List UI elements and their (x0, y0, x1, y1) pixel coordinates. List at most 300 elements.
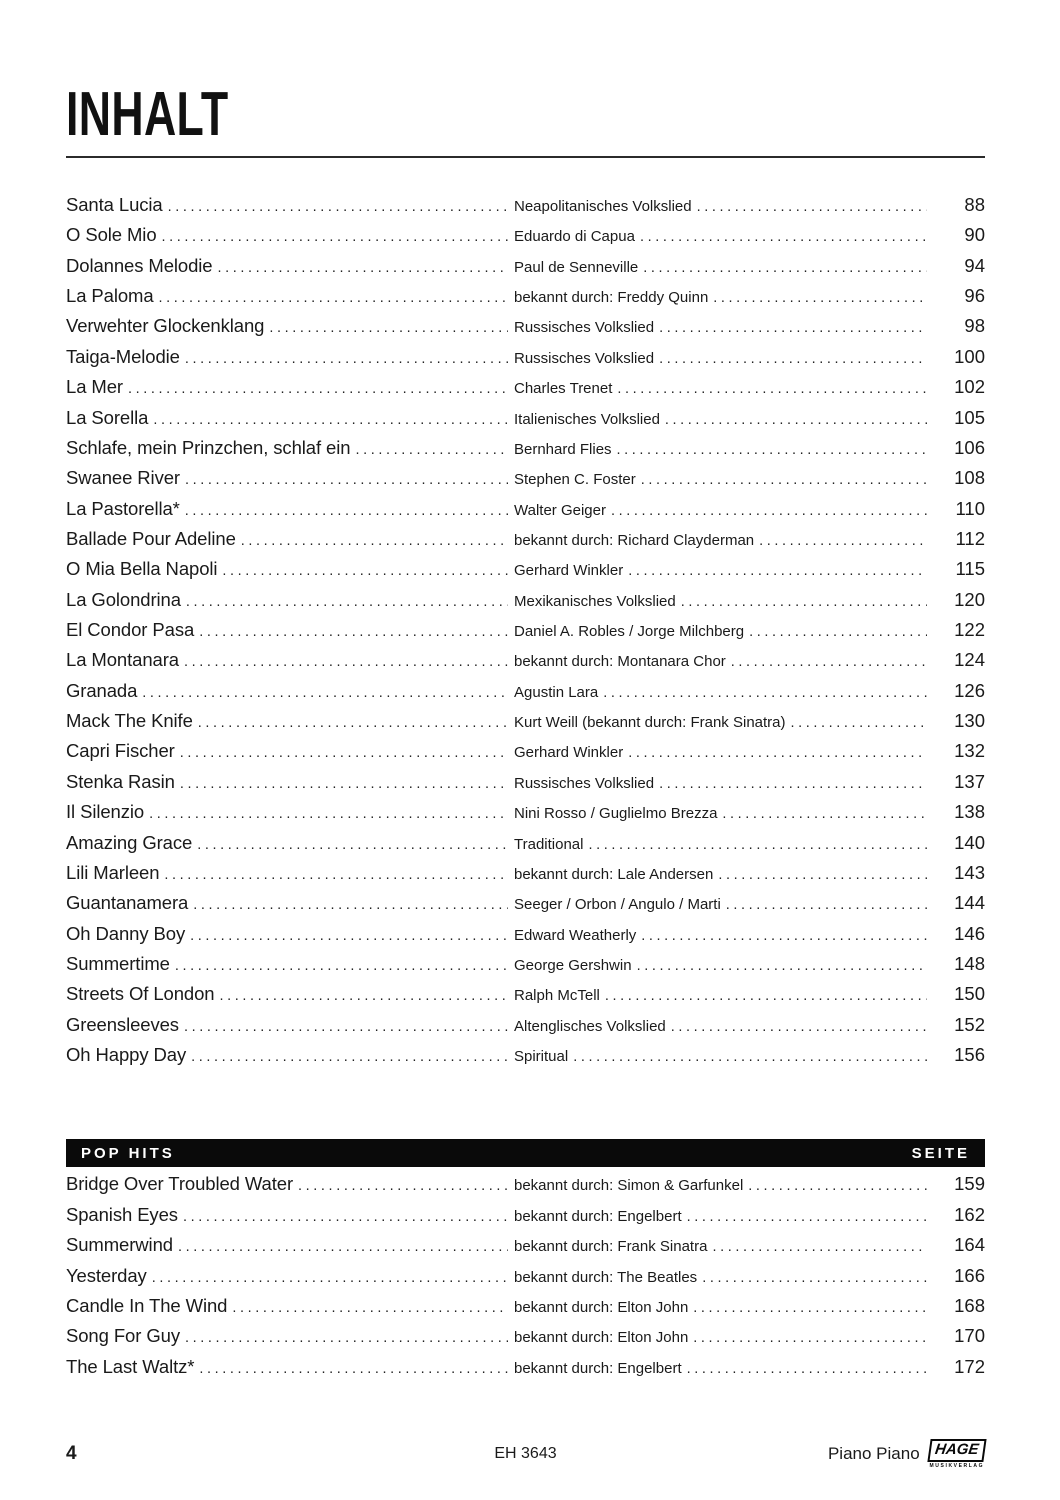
page-ref: 110 (955, 497, 985, 519)
page-ref: 88 (964, 194, 985, 215)
title-cell (66, 983, 514, 1005)
toc-row (66, 771, 985, 801)
dot-leader (355, 442, 508, 458)
dot-leader (603, 685, 927, 701)
dot-leader (149, 806, 508, 822)
song-title: Santa Lucia (66, 194, 163, 215)
title-cell (66, 285, 514, 307)
composer-cell (514, 562, 933, 579)
dot-leader (641, 928, 927, 944)
dot-leader (671, 1019, 927, 1035)
page-ref: 100 (954, 345, 985, 367)
page-ref: 143 (954, 861, 985, 883)
dot-leader (199, 1361, 508, 1377)
title-cell (66, 437, 514, 459)
dot-leader (637, 958, 927, 974)
toc-row (66, 437, 985, 467)
page-ref: 105 (954, 406, 985, 428)
title-cell (66, 619, 514, 641)
composer-credit: bekannt durch: The Beatles (514, 1268, 698, 1286)
composer-cell (514, 836, 933, 853)
toc-row (66, 619, 985, 649)
dot-leader (628, 563, 927, 579)
composer-cell (514, 987, 933, 1004)
composer-credit: Traditional (514, 835, 584, 853)
composer-credit: Nini Rosso / Guglielmo Brezza (514, 805, 718, 823)
title-cell (66, 315, 514, 337)
dot-leader (152, 1270, 508, 1286)
composer-credit: bekannt durch: Engelbert (514, 1207, 682, 1225)
brand-name: Piano Piano (827, 1444, 920, 1463)
dot-leader (722, 806, 927, 822)
dot-leader (628, 745, 927, 761)
composer-cell (514, 714, 933, 731)
composer-credit: Russisches Volkslied (514, 774, 655, 792)
page-ref: 144 (954, 892, 985, 914)
composer-cell (514, 1360, 933, 1377)
title-cell (66, 1234, 514, 1256)
composer-credit: Italienisches Volkslied (514, 410, 660, 428)
composer-cell (514, 653, 933, 670)
composer-cell (514, 1269, 933, 1286)
composer-credit: George Gershwin (514, 956, 632, 974)
dot-leader (178, 1239, 508, 1255)
composer-cell (514, 623, 933, 640)
title-cell (66, 224, 514, 246)
toc-row (66, 558, 985, 588)
page-ref: 115 (955, 558, 985, 580)
dot-leader (687, 1361, 927, 1377)
page-ref: 137 (954, 770, 985, 792)
title-cell (66, 1173, 514, 1195)
page-ref: 162 (954, 1203, 985, 1225)
dot-leader (659, 351, 927, 367)
page-footer (66, 1441, 985, 1467)
dot-leader (617, 442, 927, 458)
song-title: Taiga-Melodie (66, 345, 180, 367)
composer-cell (514, 1208, 933, 1225)
composer-credit: Kurt Weill (bekannt durch: Frank Sinatra) (514, 714, 786, 732)
composer-cell (514, 684, 933, 701)
page-ref: 170 (954, 1325, 985, 1347)
dot-leader (180, 745, 508, 761)
composer-credit: bekannt durch: Richard Clayderman (514, 531, 755, 549)
song-title: Summertime (66, 952, 170, 974)
catalog-number: EH 3643 (494, 1445, 557, 1462)
composer-credit: Gerhard Winkler (514, 562, 624, 580)
toc-row (66, 1014, 985, 1044)
composer-cell (514, 380, 933, 397)
composer-cell (514, 1238, 933, 1255)
composer-cell (514, 198, 933, 215)
composer-credit: Gerhard Winkler (514, 744, 624, 762)
title-cell (66, 923, 514, 945)
song-title: El Condor Pasa (66, 619, 195, 641)
title-cell (66, 1325, 514, 1347)
dot-leader (185, 351, 508, 367)
dot-leader (659, 320, 927, 336)
composer-credit: bekannt durch: Freddy Quinn (514, 289, 709, 307)
song-title: Swanee River (66, 467, 180, 489)
toc-row (66, 953, 985, 983)
composer-credit: bekannt durch: Simon & Garfunkel (514, 1177, 744, 1195)
dot-leader (713, 290, 927, 306)
title-cell (66, 1265, 514, 1287)
dot-leader (573, 1049, 927, 1065)
dot-leader (180, 776, 508, 792)
dot-leader (712, 1239, 927, 1255)
toc-row (66, 1173, 985, 1203)
song-title: Greensleeves (66, 1013, 179, 1035)
composer-cell (514, 805, 933, 822)
toc-row (66, 892, 985, 922)
composer-credit: bekannt durch: Elton John (514, 1298, 689, 1316)
composer-credit: bekannt durch: Frank Sinatra (514, 1238, 708, 1256)
dot-leader (185, 503, 508, 519)
song-title: Amazing Grace (66, 831, 193, 853)
song-title: Oh Happy Day (66, 1044, 187, 1066)
composer-cell (514, 259, 933, 276)
dot-leader (749, 624, 927, 640)
page-ref: 122 (954, 619, 985, 641)
song-title: Granada (66, 679, 138, 701)
composer-cell (514, 593, 933, 610)
song-title: Capri Fischer (66, 740, 175, 762)
dot-leader (191, 1049, 508, 1065)
dot-leader (128, 381, 508, 397)
toc-row (66, 194, 985, 224)
composer-cell (514, 289, 933, 306)
title-cell (66, 194, 514, 216)
dot-leader (693, 1300, 927, 1316)
composer-cell (514, 1177, 933, 1194)
dot-leader (162, 229, 508, 245)
song-title: Oh Danny Boy (66, 922, 186, 944)
dot-leader (791, 715, 927, 731)
dot-leader (198, 715, 508, 731)
composer-credit: Seeger / Orbon / Angulo / Marti (514, 896, 721, 914)
title-cell (66, 498, 514, 520)
section-title-pop-hits: POP HITS (81, 1144, 175, 1162)
dot-leader (759, 533, 927, 549)
page-ref: 146 (954, 922, 985, 944)
dot-leader (241, 533, 508, 549)
composer-cell (514, 532, 933, 549)
composer-credit: bekannt durch: Engelbert (514, 1359, 682, 1377)
dot-leader (298, 1178, 508, 1194)
dot-leader (588, 837, 927, 853)
toc-row (66, 528, 985, 558)
song-title: La Paloma (66, 285, 154, 307)
hage-logo-subtext: MUSIKVERLAG (929, 1462, 985, 1469)
composer-cell (514, 957, 933, 974)
song-title: Song For Guy (66, 1325, 180, 1347)
title-cell (66, 467, 514, 489)
song-title: Stenka Rasin (66, 770, 175, 792)
song-title: O Mia Bella Napoli (66, 558, 218, 580)
song-title: La Mer (66, 376, 123, 398)
composer-credit: Russisches Volkslied (514, 319, 655, 337)
dot-leader (665, 412, 927, 428)
page-title: INHALT (66, 80, 229, 149)
toc-row (66, 801, 985, 831)
dot-leader (232, 1300, 508, 1316)
folio-page-number: 4 (66, 1443, 77, 1464)
toc-row (66, 407, 985, 437)
dot-leader (185, 472, 508, 488)
toc-row (66, 1295, 985, 1325)
dot-leader (222, 563, 508, 579)
toc-row (66, 224, 985, 254)
song-title: Yesterday (66, 1264, 147, 1286)
dot-leader (199, 624, 508, 640)
dot-leader (186, 594, 508, 610)
dot-leader (185, 1330, 508, 1346)
page-ref: 166 (954, 1264, 985, 1286)
page-ref: 164 (954, 1234, 985, 1256)
dot-leader (218, 260, 509, 276)
page-ref: 90 (964, 224, 985, 246)
composer-credit: Daniel A. Robles / Jorge Milchberg (514, 623, 745, 641)
dot-leader (687, 1209, 927, 1225)
song-title: Ballade Pour Adeline (66, 527, 236, 549)
toc-row (66, 315, 985, 345)
song-title: Schlafe, mein Prinzchen, schlaf ein (66, 436, 351, 458)
composer-cell (514, 1299, 933, 1316)
composer-credit: bekannt durch: Elton John (514, 1329, 689, 1347)
page-ref: 112 (955, 527, 985, 549)
dot-leader (748, 1178, 927, 1194)
song-title: La Montanara (66, 649, 179, 671)
publisher-brand (828, 1439, 985, 1469)
dot-leader (183, 1209, 508, 1225)
toc-row (66, 467, 985, 497)
dot-leader (219, 988, 508, 1004)
toc-row (66, 1234, 985, 1264)
dot-leader (159, 290, 508, 306)
song-title: La Sorella (66, 406, 149, 428)
composer-credit: Walter Geiger (514, 501, 606, 519)
page-ref: 108 (954, 467, 985, 489)
title-cell (66, 680, 514, 702)
dot-leader (164, 867, 508, 883)
toc-row (66, 923, 985, 953)
title-cell (66, 710, 514, 732)
toc-row (66, 589, 985, 619)
song-title: Verwehter Glockenklang (66, 315, 265, 337)
title-cell (66, 376, 514, 398)
page-ref: 168 (954, 1294, 985, 1316)
toc-row (66, 649, 985, 679)
toc-row (66, 255, 985, 285)
toc-row (66, 285, 985, 315)
composer-credit: Edward Weatherly (514, 926, 637, 944)
toc-row (66, 1356, 985, 1386)
composer-cell (514, 319, 933, 336)
hage-logo-text: HAGE (927, 1439, 987, 1462)
composer-cell (514, 1018, 933, 1035)
title-cell (66, 771, 514, 793)
page-ref: 120 (954, 588, 985, 610)
page-ref: 130 (954, 710, 985, 732)
dot-leader (643, 260, 927, 276)
composer-credit: bekannt durch: Lale Andersen (514, 865, 714, 883)
title-cell (66, 589, 514, 611)
dot-leader (184, 1019, 508, 1035)
title-cell (66, 528, 514, 550)
title-cell (66, 892, 514, 914)
page-ref: 138 (954, 801, 985, 823)
composer-cell (514, 441, 933, 458)
composer-credit: Stephen C. Foster (514, 471, 636, 489)
composer-cell (514, 927, 933, 944)
dot-leader (269, 320, 508, 336)
title-cell (66, 1356, 514, 1378)
page-ref: 159 (954, 1173, 985, 1195)
dot-leader (702, 1270, 927, 1286)
title-cell (66, 407, 514, 429)
dot-leader (184, 654, 508, 670)
composer-cell (514, 1048, 933, 1065)
toc-row (66, 740, 985, 770)
composer-cell (514, 744, 933, 761)
title-cell (66, 1044, 514, 1066)
title-cell (66, 1295, 514, 1317)
dot-leader (693, 1330, 927, 1346)
toc-row (66, 862, 985, 892)
composer-cell (514, 866, 933, 883)
toc-row (66, 1265, 985, 1295)
composer-credit: Paul de Senneville (514, 258, 639, 276)
page-ref: 96 (964, 285, 985, 307)
dot-leader (611, 503, 927, 519)
title-cell (66, 740, 514, 762)
toc-row (66, 983, 985, 1013)
title-cell (66, 255, 514, 277)
dot-leader (168, 199, 508, 215)
title-cell (66, 1204, 514, 1226)
composer-credit: Charles Trenet (514, 380, 613, 398)
page-ref: 106 (954, 436, 985, 458)
composer-credit: Agustin Lara (514, 683, 599, 701)
composer-cell (514, 411, 933, 428)
dot-leader (197, 837, 508, 853)
composer-credit: Neapolitanisches Volkslied (514, 198, 692, 215)
page-ref: 172 (954, 1355, 985, 1377)
composer-credit: Mexikanisches Volkslied (514, 592, 676, 610)
title-rule (66, 156, 985, 158)
song-title: Il Silenzio (66, 801, 145, 823)
pop-hits-section-bar (66, 1139, 985, 1167)
dot-leader (641, 472, 927, 488)
toc-row (66, 1204, 985, 1234)
hage-publisher-logo (929, 1439, 985, 1469)
page-ref: 148 (954, 952, 985, 974)
composer-cell (514, 228, 933, 245)
dot-leader (190, 928, 508, 944)
title-cell (66, 649, 514, 671)
dot-leader (697, 199, 927, 215)
song-title: Summerwind (66, 1234, 173, 1256)
composer-credit: Altenglisches Volkslied (514, 1017, 666, 1035)
main-song-list (66, 194, 985, 1074)
title-cell (66, 346, 514, 368)
toc-row (66, 710, 985, 740)
composer-cell (514, 775, 933, 792)
page-ref: 132 (954, 740, 985, 762)
song-title: O Sole Mio (66, 224, 157, 246)
song-title: Streets Of London (66, 983, 215, 1005)
song-title: Lili Marleen (66, 861, 160, 883)
toc-row (66, 346, 985, 376)
composer-cell (514, 350, 933, 367)
page-ref: 102 (954, 376, 985, 398)
title-cell (66, 558, 514, 580)
composer-credit: Eduardo di Capua (514, 228, 635, 246)
song-title: Guantanamera (66, 892, 189, 914)
title-cell (66, 862, 514, 884)
composer-cell (514, 896, 933, 913)
page-ref: 98 (964, 315, 985, 337)
title-cell (66, 801, 514, 823)
dot-leader (731, 654, 927, 670)
dot-leader (193, 897, 508, 913)
dot-leader (681, 594, 927, 610)
page-ref: 94 (964, 254, 985, 276)
title-cell (66, 953, 514, 975)
dot-leader (718, 867, 927, 883)
composer-cell (514, 471, 933, 488)
dot-leader (142, 685, 508, 701)
composer-credit: Ralph McTell (514, 987, 600, 1005)
composer-credit: Spiritual (514, 1048, 569, 1066)
song-title: Dolannes Melodie (66, 254, 213, 276)
page-ref: 150 (954, 983, 985, 1005)
composer-cell (514, 1329, 933, 1346)
pop-song-list (66, 1173, 985, 1386)
title-cell (66, 832, 514, 854)
toc-row (66, 680, 985, 710)
page-ref: 156 (954, 1044, 985, 1066)
song-title: Candle In The Wind (66, 1294, 228, 1316)
composer-credit: Bernhard Flies (514, 440, 612, 458)
song-title: La Pastorella* (66, 497, 180, 519)
dot-leader (659, 776, 927, 792)
dot-leader (175, 958, 508, 974)
composer-credit: bekannt durch: Montanara Chor (514, 653, 726, 671)
page-ref: 124 (954, 649, 985, 671)
toc-row (66, 1044, 985, 1074)
page-ref: 152 (954, 1013, 985, 1035)
page-ref: 140 (954, 831, 985, 853)
dot-leader (726, 897, 927, 913)
song-title: Spanish Eyes (66, 1203, 178, 1225)
toc-row (66, 498, 985, 528)
dot-leader (605, 988, 927, 1004)
toc-row (66, 376, 985, 406)
composer-credit: Russisches Volkslied (514, 349, 655, 367)
song-title: La Golondrina (66, 588, 181, 610)
toc-row (66, 832, 985, 862)
dot-leader (617, 381, 927, 397)
song-title: Bridge Over Troubled Water (66, 1173, 294, 1195)
seite-column-label: SEITE (911, 1144, 970, 1162)
song-title: The Last Waltz* (66, 1355, 195, 1377)
title-cell (66, 1014, 514, 1036)
dot-leader (640, 229, 927, 245)
dot-leader (153, 412, 508, 428)
page-ref: 126 (954, 679, 985, 701)
